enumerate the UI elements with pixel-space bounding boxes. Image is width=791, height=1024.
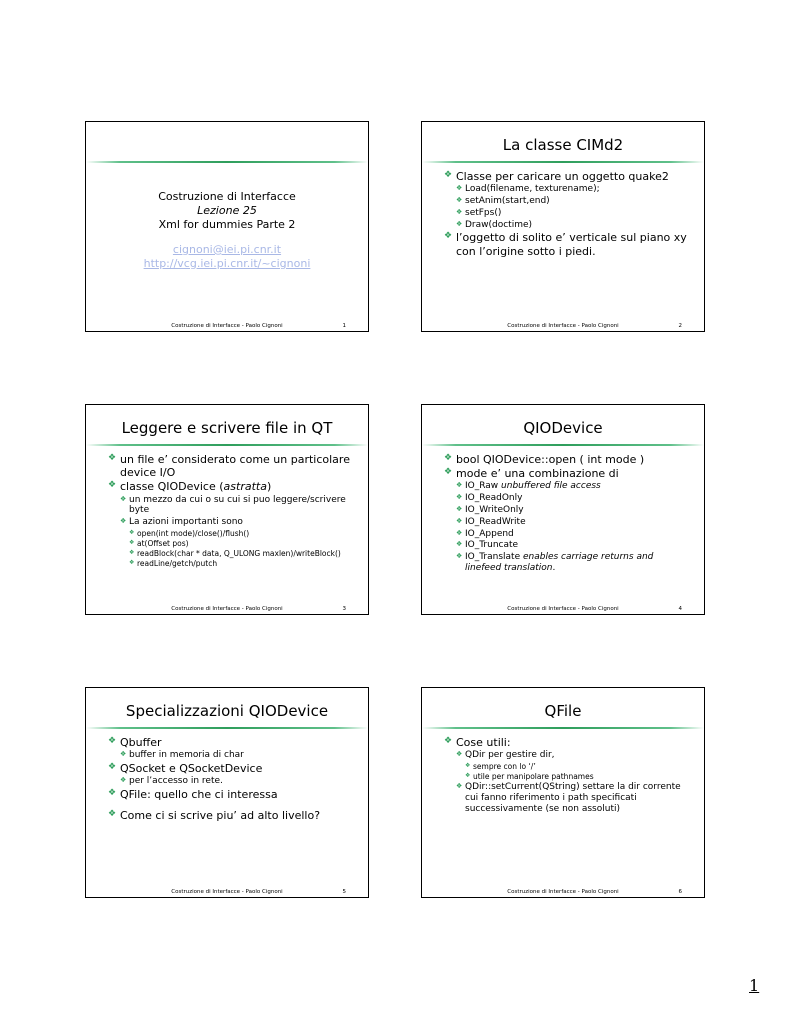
slide-number: 6 xyxy=(678,889,682,895)
slide-5 xyxy=(85,687,369,898)
bullet-emphasis: astratta xyxy=(223,480,267,494)
bullet: ❖ Qbuffer xyxy=(108,736,354,749)
bullet: ❖ setFps() xyxy=(444,208,690,219)
bullet: ❖ Classe per caricare un oggetto quake2 xyxy=(444,170,690,183)
slide-number: 4 xyxy=(678,606,682,612)
bullet: ❖ open(int mode)/close()/flush() xyxy=(108,529,354,538)
cover-block xyxy=(86,190,368,271)
bullet-text: classe QIODevice ( xyxy=(120,480,224,494)
slide-body xyxy=(444,735,690,814)
bullet: ❖ QSocket e QSocketDevice xyxy=(108,762,354,775)
bullet-emphasis: unbuffered file access xyxy=(501,481,601,492)
bullet: ❖ utile per manipolare pathnames xyxy=(444,772,690,781)
bullet: ❖ IO_WriteOnly xyxy=(444,505,690,516)
bullet: ❖ un mezzo da cui o su cui si puo leggere/scrivere byte xyxy=(108,495,354,517)
slide-body xyxy=(444,169,690,258)
bullet: ❖ readLine/getch/putch xyxy=(108,559,354,568)
bullet: ❖ l’oggetto di solito e’ verticale sul piano xy con l’origine sotto i piedi. xyxy=(444,231,690,257)
slide-title: Specializzazioni QIODevice xyxy=(125,702,329,720)
bullet: ❖ un file e’ considerato come un particolare device I/O xyxy=(108,453,354,479)
footer-text: Costruzione di Interfacce - Paolo Cignoni xyxy=(171,606,283,612)
bullet xyxy=(444,552,690,574)
bullet: ❖ IO_Append xyxy=(444,529,690,540)
website-link[interactable]: http://vcg.iei.pi.cnr.it/~cignoni xyxy=(143,257,311,270)
title-divider xyxy=(422,444,704,446)
slide-title: QIODevice xyxy=(523,419,603,437)
slide-6 xyxy=(421,687,705,898)
bullet: ❖ at(Offset pos) xyxy=(108,539,354,548)
course-title: Costruzione di Interfacce xyxy=(158,190,296,203)
bullet: ❖ Load(filename, texturename); xyxy=(444,184,690,195)
bullet: ❖ Draw(doctime) xyxy=(444,220,690,231)
email-link[interactable]: cignoni@iei.pi.cnr.it xyxy=(172,243,282,256)
bullet: ❖ mode e’ una combinazione di xyxy=(444,467,690,480)
page-number: 1 xyxy=(749,976,760,995)
slide-4 xyxy=(421,404,705,615)
slide-number: 3 xyxy=(342,606,346,612)
slide-3 xyxy=(85,404,369,615)
footer-text: Costruzione di Interfacce - Paolo Cignoni xyxy=(507,323,619,329)
bullet: ❖ bool QIODevice::open ( int mode ) xyxy=(444,453,690,466)
bullet-text: IO_Raw xyxy=(465,481,502,492)
bullet xyxy=(108,480,354,493)
footer-text: Costruzione di Interfacce - Paolo Cignoni xyxy=(171,323,283,329)
slide-1 xyxy=(85,121,369,332)
slide-title: QFile xyxy=(544,702,582,720)
title-divider xyxy=(86,444,368,446)
title-divider xyxy=(86,161,368,163)
lesson-subtitle: Xml for dummies Parte 2 xyxy=(158,218,296,231)
footer-text: Costruzione di Interfacce - Paolo Cignoni xyxy=(171,889,283,895)
title-divider xyxy=(422,161,704,163)
title-divider xyxy=(86,727,368,729)
slide-number: 5 xyxy=(342,889,346,895)
lesson-title: Lezione 25 xyxy=(197,204,257,217)
title-divider xyxy=(422,727,704,729)
bullet: ❖ readBlock(char * data, Q_ULONG maxlen)/writeBlock() xyxy=(108,549,354,558)
bullet-text: ) xyxy=(266,480,272,494)
slide-title: La classe CIMd2 xyxy=(502,136,624,154)
bullet: ❖ sempre con lo ‘/’ xyxy=(444,762,690,771)
slide-body xyxy=(108,735,354,822)
bullet: ❖ IO_ReadOnly xyxy=(444,493,690,504)
bullet: ❖ setAnim(start,end) xyxy=(444,196,690,207)
bullet: ❖ Come ci si scrive piu’ ad alto livello? xyxy=(108,809,354,822)
slide-number: 1 xyxy=(342,323,346,329)
bullet xyxy=(444,481,690,492)
bullet: ❖ QDir::setCurrent(QString) settare la dir corrente cui fanno riferimento i path specificati successivamente (se non assoluti) xyxy=(444,782,690,814)
bullet-emphasis: enables carriage returns and linefeed translation xyxy=(465,552,654,573)
bullet: ❖ per l’accesso in rete. xyxy=(108,776,354,787)
bullet: ❖ IO_Truncate xyxy=(444,540,690,551)
bullet-text: IO_Translate xyxy=(465,552,523,563)
footer-text: Costruzione di Interfacce - Paolo Cignoni xyxy=(507,889,619,895)
slide-2 xyxy=(421,121,705,332)
slide-body xyxy=(444,452,690,574)
bullet: ❖ QFile: quello che ci interessa xyxy=(108,788,354,801)
bullet: ❖ IO_ReadWrite xyxy=(444,517,690,528)
slide-body xyxy=(108,452,354,568)
bullet: ❖ La azioni importanti sono xyxy=(108,517,354,528)
slide-number: 2 xyxy=(678,323,682,329)
slide-title: Leggere e scrivere file in QT xyxy=(121,419,333,437)
footer-text: Costruzione di Interfacce - Paolo Cignoni xyxy=(507,606,619,612)
bullet: ❖ Cose utili: xyxy=(444,736,690,749)
bullet: ❖ buffer in memoria di char xyxy=(108,750,354,761)
bullet: ❖ QDir per gestire dir, xyxy=(444,750,690,761)
bullet-text: . xyxy=(552,562,556,573)
